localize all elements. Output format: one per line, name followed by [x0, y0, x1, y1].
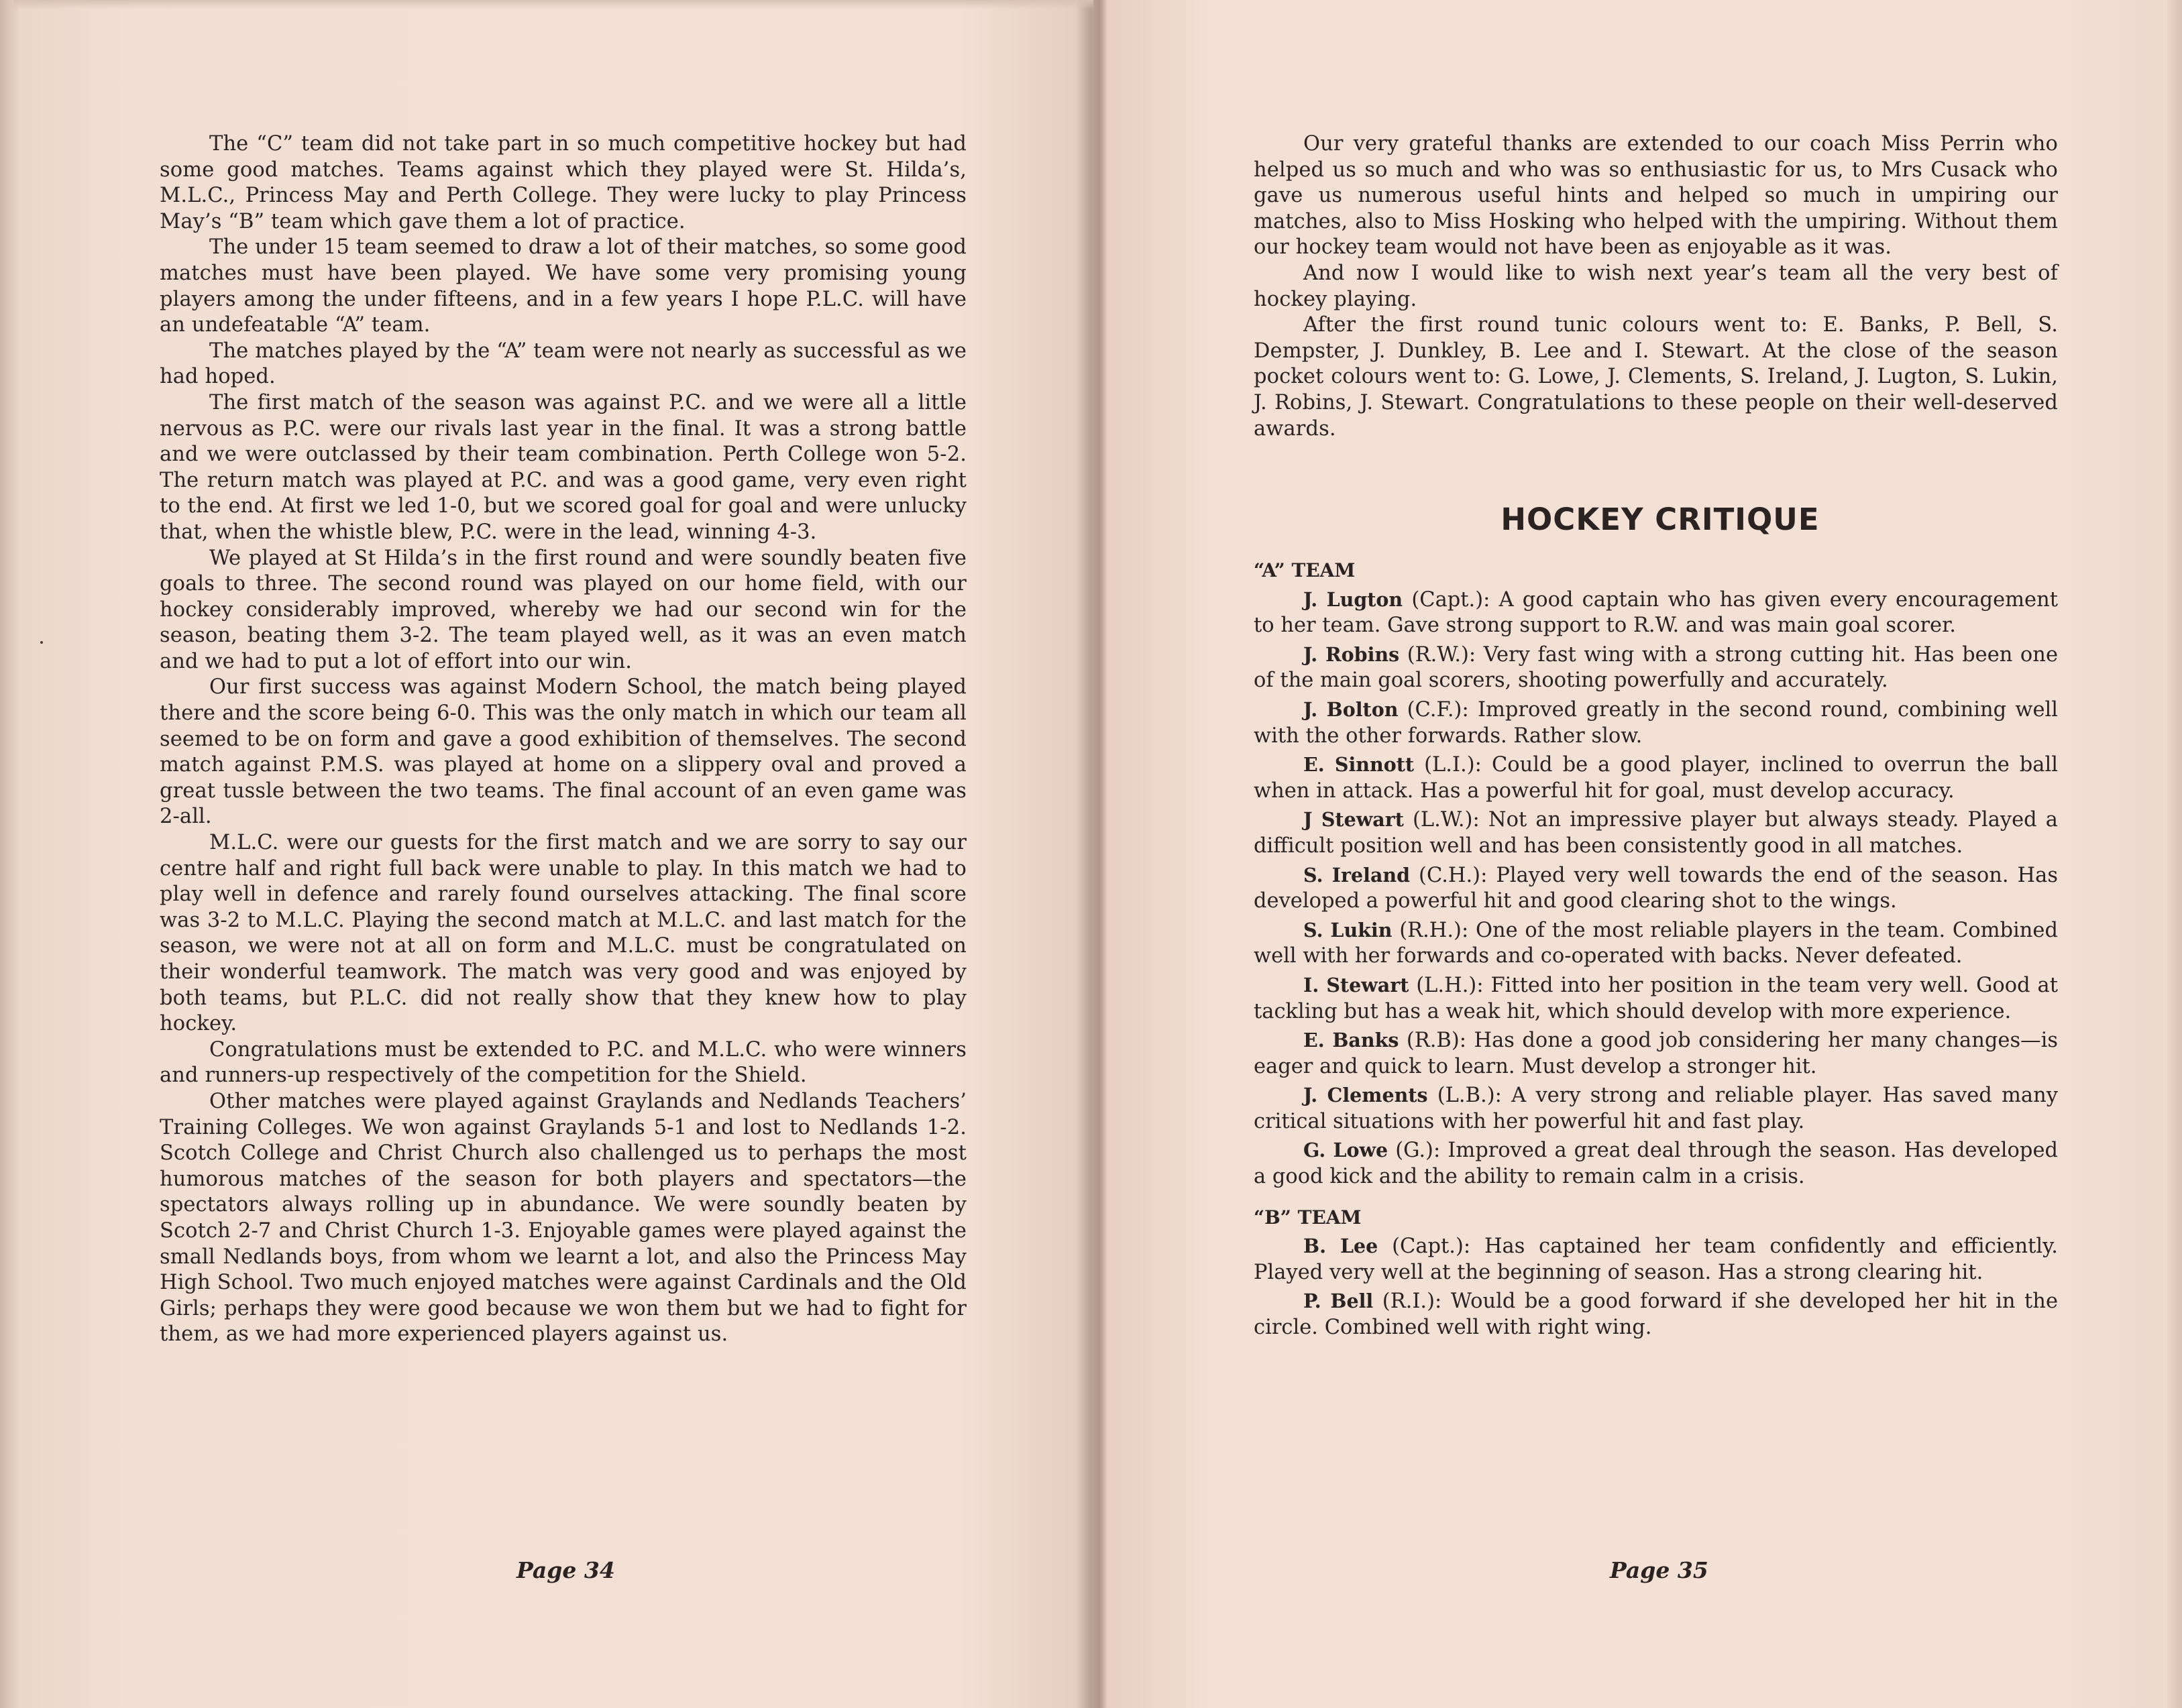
player-comment: Has captained her team confidently and efficiently. Played very well at the beginning of season. Has a strong clearing hit. [1254, 1235, 2059, 1284]
player-position: (Capt.): [1411, 587, 1490, 612]
player-position: (R.B): [1406, 1029, 1467, 1053]
player-entry [1254, 917, 2058, 970]
page-number: Page 34 [516, 1557, 615, 1583]
player-comment: Has done a good job considering her many changes—is eager and quick to learn. Must develop a stronger hit. [1254, 1029, 2058, 1078]
paragraph: The “C” team did not take part in so much competitive hockey but had some good matches. Teams against which they played were St. Hilda’s, M.L.C., Princess May and Perth College. They were lucky to play Princess May’s “B” team which gave them a lot of practice. [160, 132, 967, 233]
player-position: (L.H.): [1416, 973, 1484, 997]
team-label: “A” TEAM [1254, 559, 1356, 581]
right-page [1103, 0, 2182, 1708]
player-comment: Would be a good forward if she developed her hit in the circle. Combined well with right wing. [1254, 1290, 2058, 1340]
player-name: J Stewart [1303, 808, 1404, 832]
player-name: J. Lugton [1303, 587, 1403, 611]
player-position: (C.H.): [1419, 863, 1488, 887]
paragraph: We played at St Hilda’s in the first round and were soundly beaten five goals to three. The second round was played on our home field, with our hockey considerably improved, whereby we had our second win for the season, beating them 3-2. The team played well, as it was an even match and we had to put a lot of effort into our win. [160, 546, 967, 673]
player-entry [1254, 1027, 2058, 1080]
player-entry [1254, 972, 2058, 1025]
player-name: S. Ireland [1303, 863, 1411, 887]
paragraph: The first match of the season was against P.C. and we were all a little nervous as P.C. were our rivals last year in the final. It was a strong battle and we were outclassed by their team combination. Perth College won 5-2. The return match was played at P.C. and was a good game, very even right to the end. At first we led 1-0, but we scored goal for goal and were unlucky that, when the whistle blew, P.C. were in the lead, winning 4-3. [160, 390, 967, 544]
player-entry [1254, 1233, 2058, 1286]
player-name: P. Bell [1303, 1290, 1374, 1313]
paper-speck [40, 641, 43, 644]
player-comment: Played very well towards the end of the season. Has developed a powerful hit and good clearing shot to the wings. [1254, 863, 2058, 913]
player-position: (R.I.): [1382, 1290, 1442, 1314]
player-name: I. Stewart [1303, 973, 1409, 997]
player-name: G. Lowe [1303, 1139, 1388, 1162]
player-entry [1254, 1288, 2058, 1341]
player-comment: Improved greatly in the second round, combining well with the other forwards. Rather slow. [1254, 697, 2058, 748]
player-name: J. Bolton [1303, 697, 1399, 721]
paragraph: Congratulations must be extended to P.C. and M.L.C. who were winners and runners-up respectively of the competition for the Shield. [160, 1037, 967, 1088]
player-comment: Could be a good player, inclined to overrun the ball when in attack. Has a powerful hit for goal, must develop accuracy. [1254, 753, 2059, 803]
player-comment: One of the most reliable players in the team. Combined well with her forwards and co-operated with backs. Never defeated. [1254, 918, 2059, 968]
player-comment: Not an impressive player but always steady. Played a difficult position well and has been consistently good in all matches. [1254, 808, 2058, 858]
paragraph: And now I would like to wish next year’s team all the very best of hockey playing. [1254, 261, 2058, 311]
page-number: Page 35 [1610, 1557, 1708, 1583]
player-entry [1254, 587, 2058, 639]
paragraph: The matches played by the “A” team were not nearly as successful as we had hoped. [160, 339, 967, 389]
player-position: (R.W.): [1407, 642, 1476, 667]
player-position: (L.I.): [1424, 753, 1482, 777]
hockey-critique [1254, 558, 2058, 1344]
paragraph: Our first success was against Modern School, the match being played there and the score being 6-0. This was the only match in which our team all seemed to be on form and gave a good exhibition of themselves. The second match against P.M.S. was played at home on a slippery oval and proved a great tussle between the two teams. The final account of an even game was 2-all. [160, 675, 967, 829]
player-name: E. Sinnott [1303, 753, 1415, 777]
player-entry [1254, 1082, 2058, 1135]
paragraph: Our very grateful thanks are extended to our coach Miss Perrin who helped us so much and who was so enthusiastic for us, to Mrs Cusack who gave us numerous useful hints and helped so much in umpiring our matches, also to Miss Hosking who helped with the umpiring. Without them our hockey team would not have been as enjoyable as it was. [1254, 132, 2058, 260]
player-comment: A good captain who has given every encouragement to her team. Gave strong support to R.W. and was main goal scorer. [1254, 587, 2058, 638]
paragraph: After the first round tunic colours went to: E. Banks, P. Bell, S. Dempster, J. Dunkley, B. Lee and I. Stewart. At the close of the season pocket colours went to: G. Lowe, J. Clements, S. Ireland, J. Lugton, S. Lukin, J. Robins, J. Stewart. Congratulations to these people on their well-deserved awards. [1254, 313, 2058, 441]
paragraph: M.L.C. were our guests for the first match and we are sorry to say our centre half and right full back were unable to play. In this match we had to play well in defence and rarely found ourselves attacking. The final score was 3-2 to M.L.C. Playing the second match at M.L.C. and last match for the season, we were not at all on form and M.L.C. must be congratulated on their wonderful teamwork. The match was very good and was enjoyed by both teams, but P.L.C. did not really show that they knew how to play hockey. [160, 831, 967, 1036]
player-comment: Fitted into her position in the team very well. Good at tackling but has a weak hit, which should develop with more experience. [1254, 973, 2058, 1023]
player-position: (L.W.): [1413, 808, 1480, 832]
paragraph: The under 15 team seemed to draw a lot of their matches, so some good matches must have been played. We have some very promising young players among the under fifteens, and in a few years I hope P.L.C. will have an undefeatable “A” team. [160, 235, 967, 337]
player-entry [1254, 752, 2058, 804]
player-position: (C.F.): [1407, 697, 1469, 722]
player-entry [1254, 642, 2058, 694]
right-page-intro [1254, 131, 2058, 442]
player-entry [1254, 697, 2058, 749]
player-name: J. Robins [1303, 642, 1400, 666]
player-comment: Improved a great deal through the season. Has developed a good kick and the ability to remain calm in a crisis. [1254, 1139, 2059, 1189]
player-entry [1254, 862, 2058, 915]
player-position: (G.): [1395, 1139, 1441, 1163]
player-comment: A very strong and reliable player. Has saved many critical situations with her powerful hit and fast play. [1254, 1084, 2058, 1133]
player-name: S. Lukin [1303, 918, 1393, 942]
section-heading: HOCKEY CRITIQUE [1501, 502, 1820, 537]
player-comment: Very fast wing with a strong cutting hit. Has been one of the main goal scorers, shooting powerfully and accurately. [1254, 642, 2058, 693]
player-entry [1254, 1137, 2058, 1190]
player-name: E. Banks [1303, 1029, 1399, 1052]
player-position: (Capt.): [1392, 1235, 1471, 1259]
player-position: (R.H.): [1399, 918, 1469, 942]
left-page-body [160, 131, 967, 1348]
player-name: J. Clements [1303, 1084, 1428, 1107]
player-position: (L.B.): [1437, 1084, 1502, 1108]
player-entry [1254, 807, 2058, 859]
paragraph: Other matches were played against Graylands and Nedlands Teachers’ Training Colleges. We won against Graylands 5-1 and lost to Nedlands 1-2. Scotch College and Christ Church also challenged us to perhaps the most humorous matches of the season for both players and spectators—the spectators always rolling up in abundance. We were soundly beaten by Scotch 2-7 and Christ Church 1-3. Enjoyable games were played against the small Nedlands boys, from whom we learnt a lot, and also the Princess May High School. Two much enjoyed matches were against Cardinals and the Old Girls; perhaps they were good because we won them but we had to fight for them, as we had more experienced players against us. [160, 1089, 967, 1347]
player-name: B. Lee [1303, 1235, 1378, 1258]
team-label: “B” TEAM [1254, 1206, 1362, 1229]
